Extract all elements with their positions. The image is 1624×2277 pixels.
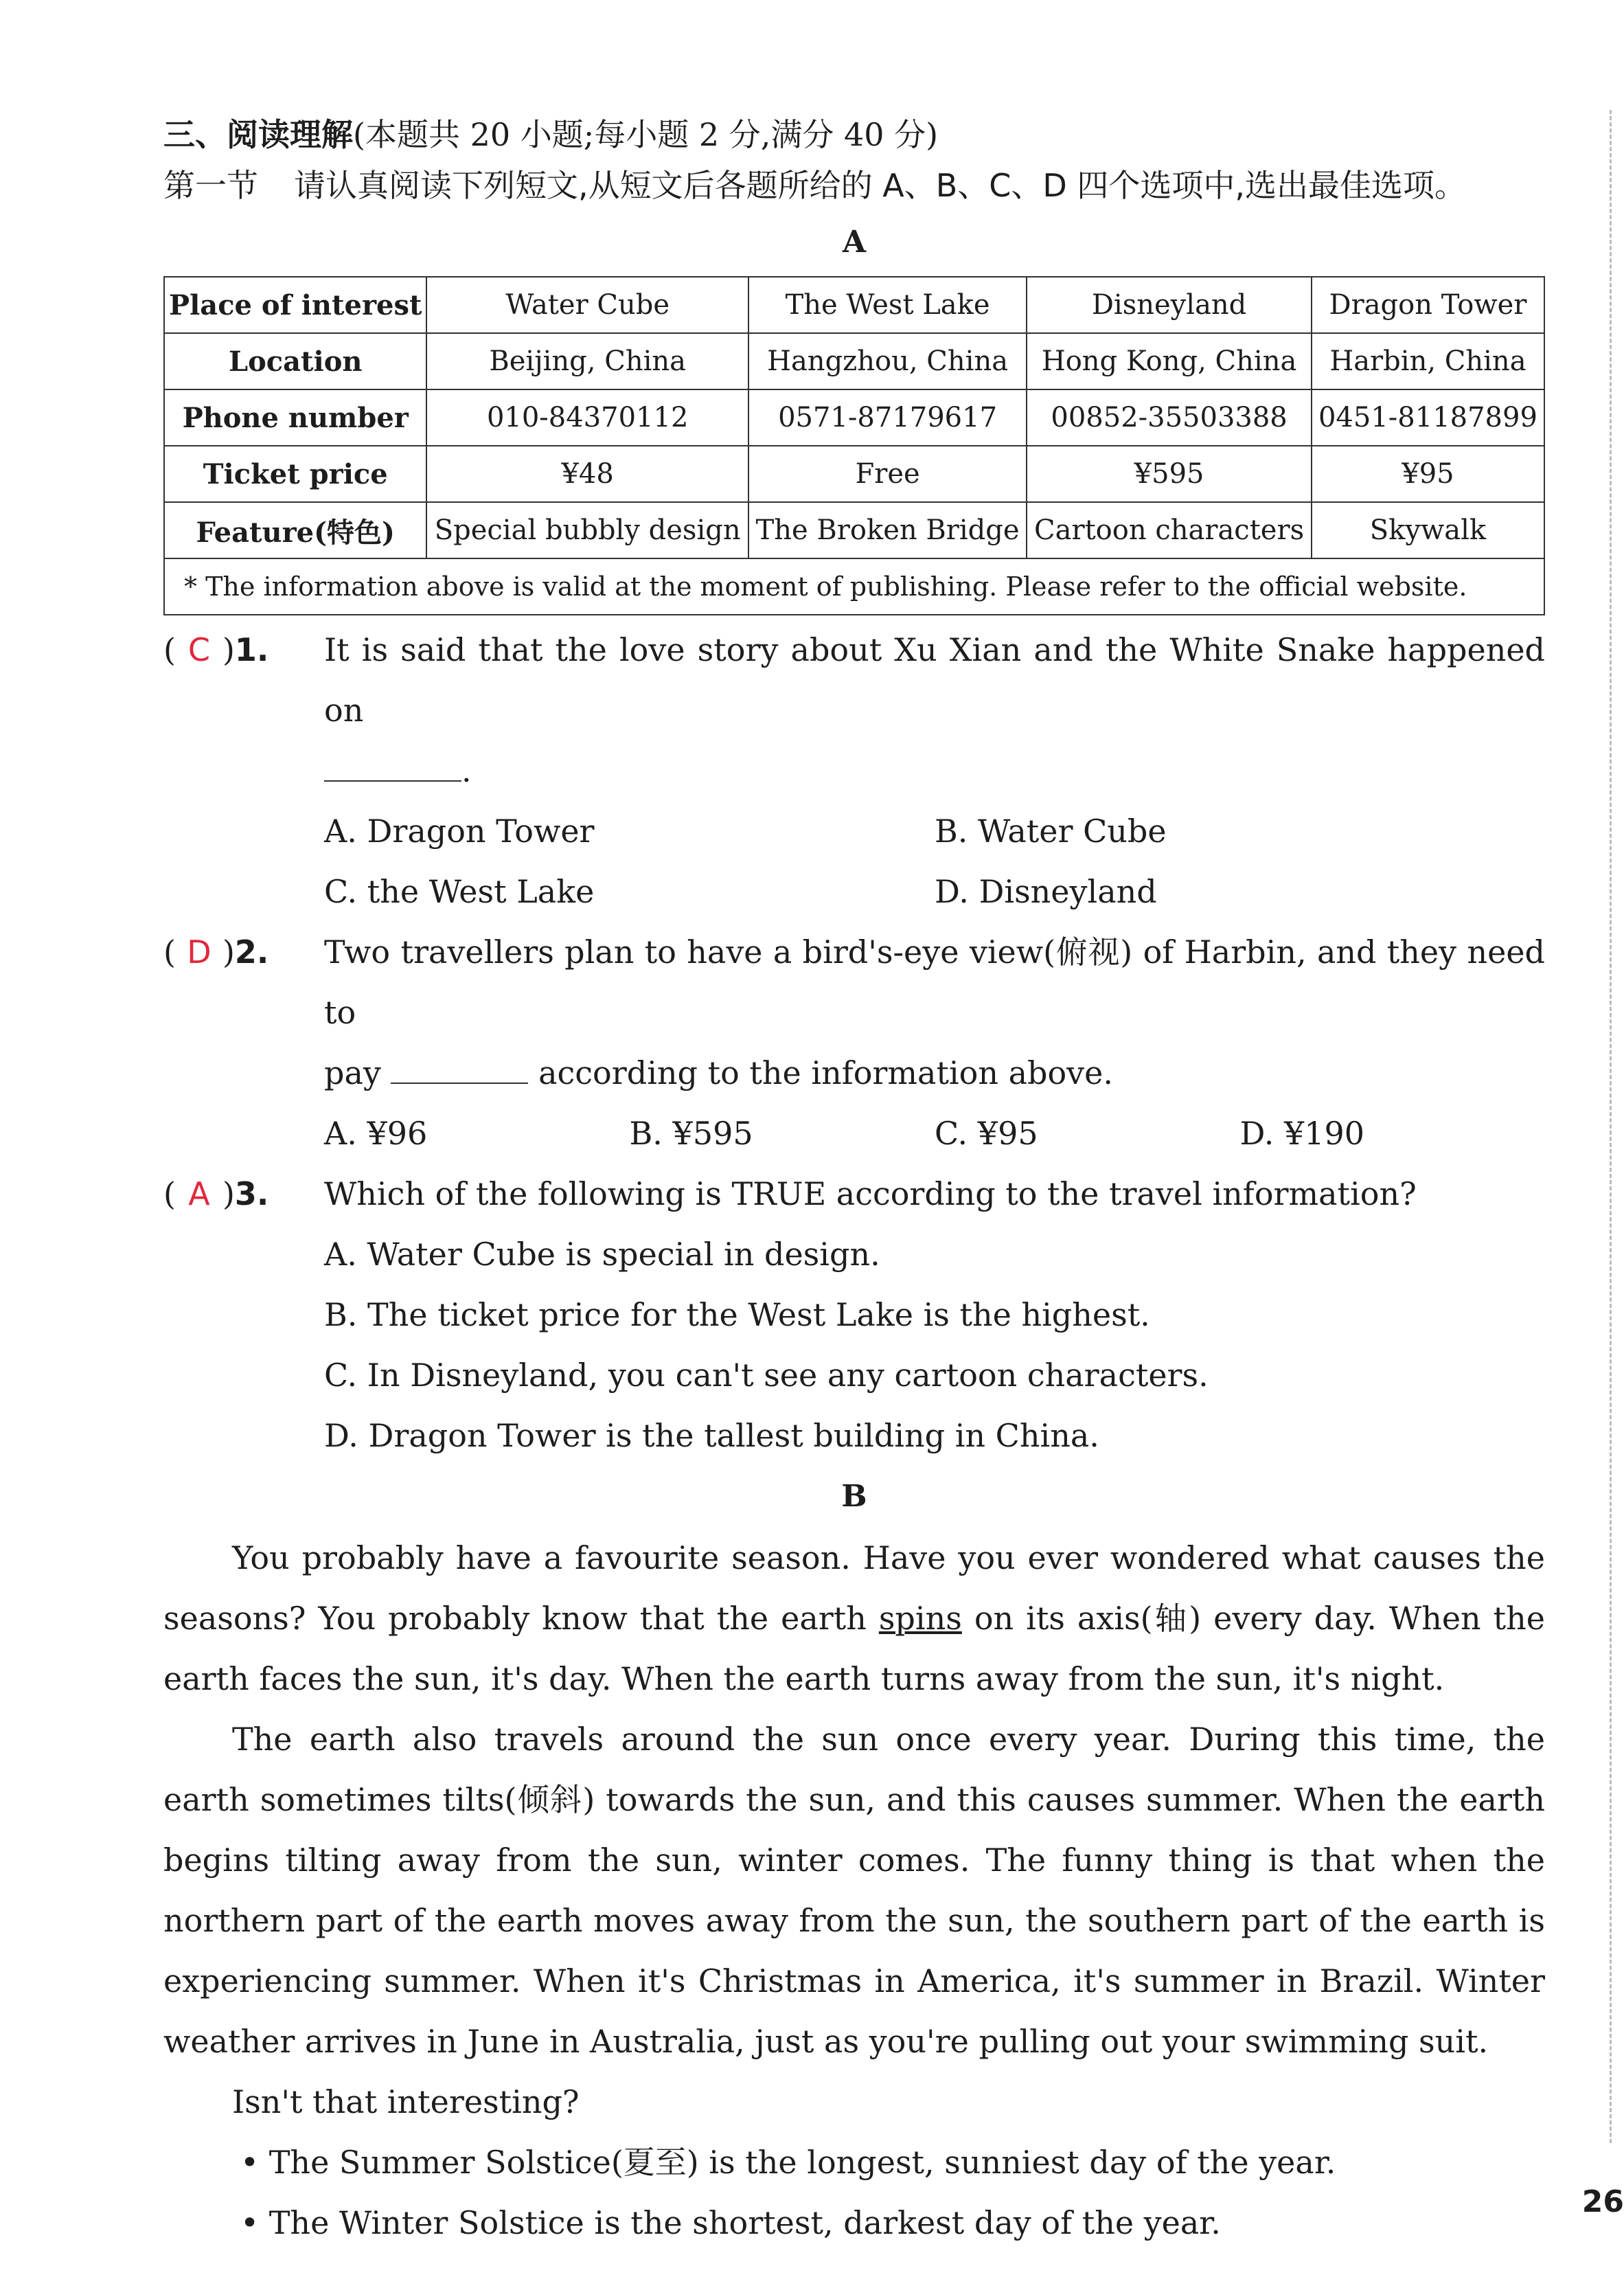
answer-blank xyxy=(391,1051,528,1084)
passage-a-label: A xyxy=(842,225,867,260)
section-note: (本题共 20 小题;每小题 2 分,满分 40 分) xyxy=(353,116,939,153)
question-2 xyxy=(163,922,1545,1103)
question-stem: Which of the following is TRUE according to the travel information? xyxy=(324,1175,1417,1212)
answer-letter: C xyxy=(187,631,211,668)
question-1-options xyxy=(324,801,1545,922)
table-row xyxy=(164,446,1544,502)
answer-bracket: ( C )1. xyxy=(163,620,268,680)
table-cell: Cartoon characters xyxy=(1027,502,1312,558)
table-cell: Free xyxy=(748,446,1027,502)
option-b[interactable]: B. ¥595 xyxy=(629,1115,753,1152)
answer-letter: D xyxy=(187,933,211,971)
page-number: 26 xyxy=(1581,2184,1624,2219)
table-row xyxy=(164,333,1544,389)
table-cell: Location xyxy=(164,333,426,389)
table-cell: Hong Kong, China xyxy=(1027,333,1312,389)
answer-blank xyxy=(324,749,461,782)
table-row xyxy=(164,389,1544,446)
option-a[interactable]: A. Water Cube is special in design. xyxy=(324,1236,880,1273)
table-header-row xyxy=(164,277,1544,333)
passage-b-paragraph-3: Isn't that interesting? xyxy=(232,2083,580,2120)
table-cell: Feature(特色) xyxy=(164,502,426,558)
part-label: 第一节 xyxy=(163,167,258,204)
table-cell: Hangzhou, China xyxy=(748,333,1027,389)
answer-bracket: ( A )3. xyxy=(163,1164,268,1224)
option-a[interactable]: A. ¥96 xyxy=(324,1115,428,1152)
table-cell: Place of interest xyxy=(164,277,426,333)
section-heading xyxy=(163,110,1545,159)
table-cell: Phone number xyxy=(164,389,426,446)
option-b[interactable]: B. The ticket price for the West Lake is the highest. xyxy=(324,1296,1150,1333)
option-c[interactable]: C. the West Lake xyxy=(324,873,595,910)
underlined-word: spins xyxy=(878,1600,962,1637)
section-title: 三、阅读理解 xyxy=(163,116,353,153)
table-cell: ¥595 xyxy=(1027,446,1312,502)
question-number: 3. xyxy=(234,1175,269,1212)
table-cell: Dragon Tower xyxy=(1312,277,1544,333)
question-stem-line2: pay according to the information above. xyxy=(324,1043,1545,1103)
option-a[interactable]: A. Dragon Tower xyxy=(324,813,595,850)
table-cell: The Broken Bridge xyxy=(748,502,1027,558)
question-number: 2. xyxy=(234,933,269,971)
passage-b-paragraph-1: You probably have a favourite season. Have you ever wondered what causes the seasons? You probably know that the earth spins on its axis(轴) every day. When the earth faces the sun, it's day. When the earth turns away from the sun, it's night. xyxy=(163,1539,1545,1697)
table-cell: 0451-81187899 xyxy=(1312,389,1544,446)
question-stem-line2: . xyxy=(324,740,1545,801)
table-note-row xyxy=(164,558,1544,615)
table-note: * The information above is valid at the moment of publishing. Please refer to the official website. xyxy=(164,558,1544,615)
passage-b-label: B xyxy=(841,1479,867,1514)
question-stem: Two travellers plan to have a bird's-eye view(俯视) of Harbin, and they need to xyxy=(324,933,1545,1031)
answer-bracket: ( D )2. xyxy=(163,922,268,982)
table-cell: Ticket price xyxy=(164,446,426,502)
table-cell: Beijing, China xyxy=(426,333,748,389)
bullet-item: • The Winter Solstice is the shortest, darkest day of the year. xyxy=(240,2204,1221,2241)
question-3 xyxy=(163,1164,1545,1224)
instruction-text: 请认真阅读下列短文,从短文后各题所给的 A、B、C、D 四个选项中,选出最佳选项。 xyxy=(294,167,1467,204)
worksheet-page xyxy=(163,110,1545,2253)
passage-b-paragraph-2: The earth also travels around the sun once every year. During this time, the earth sometimes tilts(倾斜) towards the sun, and this causes summer. When the earth begins tilting away from the sun, winter comes. The funny thing is that when the northern part of the earth moves away from the sun, the southern part of the earth is experiencing summer. When it's Christmas in America, it's summer in Brazil. Winter weather arrives in June in Australia, just as you're pulling out your swimming suit. xyxy=(163,1721,1545,2060)
table-cell: Special bubbly design xyxy=(426,502,748,558)
answer-letter: A xyxy=(188,1175,210,1212)
question-2-options xyxy=(324,1103,1545,1164)
question-stem: It is said that the love story about Xu Xian and the White Snake happened on xyxy=(324,631,1545,729)
option-d[interactable]: D. Dragon Tower is the tallest building in China. xyxy=(324,1417,1099,1454)
question-3-options xyxy=(324,1224,1545,1466)
table-cell: ¥95 xyxy=(1312,446,1544,502)
table-cell: Water Cube xyxy=(426,277,748,333)
table-cell: Skywalk xyxy=(1312,502,1544,558)
table-cell: ¥48 xyxy=(426,446,748,502)
option-d[interactable]: D. ¥190 xyxy=(1239,1115,1365,1152)
table-cell: 00852-35503388 xyxy=(1027,389,1312,446)
table-cell: The West Lake xyxy=(748,277,1027,333)
section-instruction xyxy=(163,159,1545,212)
question-number: 1. xyxy=(234,631,269,668)
bullet-item: • The Summer Solstice(夏至) is the longest, sunniest day of the year. xyxy=(240,2144,1336,2181)
table-row xyxy=(164,502,1544,558)
option-c[interactable]: C. ¥95 xyxy=(935,1115,1038,1152)
option-b[interactable]: B. Water Cube xyxy=(935,813,1167,850)
page-edge-divider xyxy=(1610,110,1612,2143)
option-d[interactable]: D. Disneyland xyxy=(935,873,1157,910)
question-1 xyxy=(163,620,1545,801)
table-cell: 010-84370112 xyxy=(426,389,748,446)
table-cell: Harbin, China xyxy=(1312,333,1544,389)
table-cell: 0571-87179617 xyxy=(748,389,1027,446)
option-c[interactable]: C. In Disneyland, you can't see any cartoon characters. xyxy=(324,1357,1209,1394)
travel-info-table xyxy=(163,276,1545,615)
table-cell: Disneyland xyxy=(1027,277,1312,333)
